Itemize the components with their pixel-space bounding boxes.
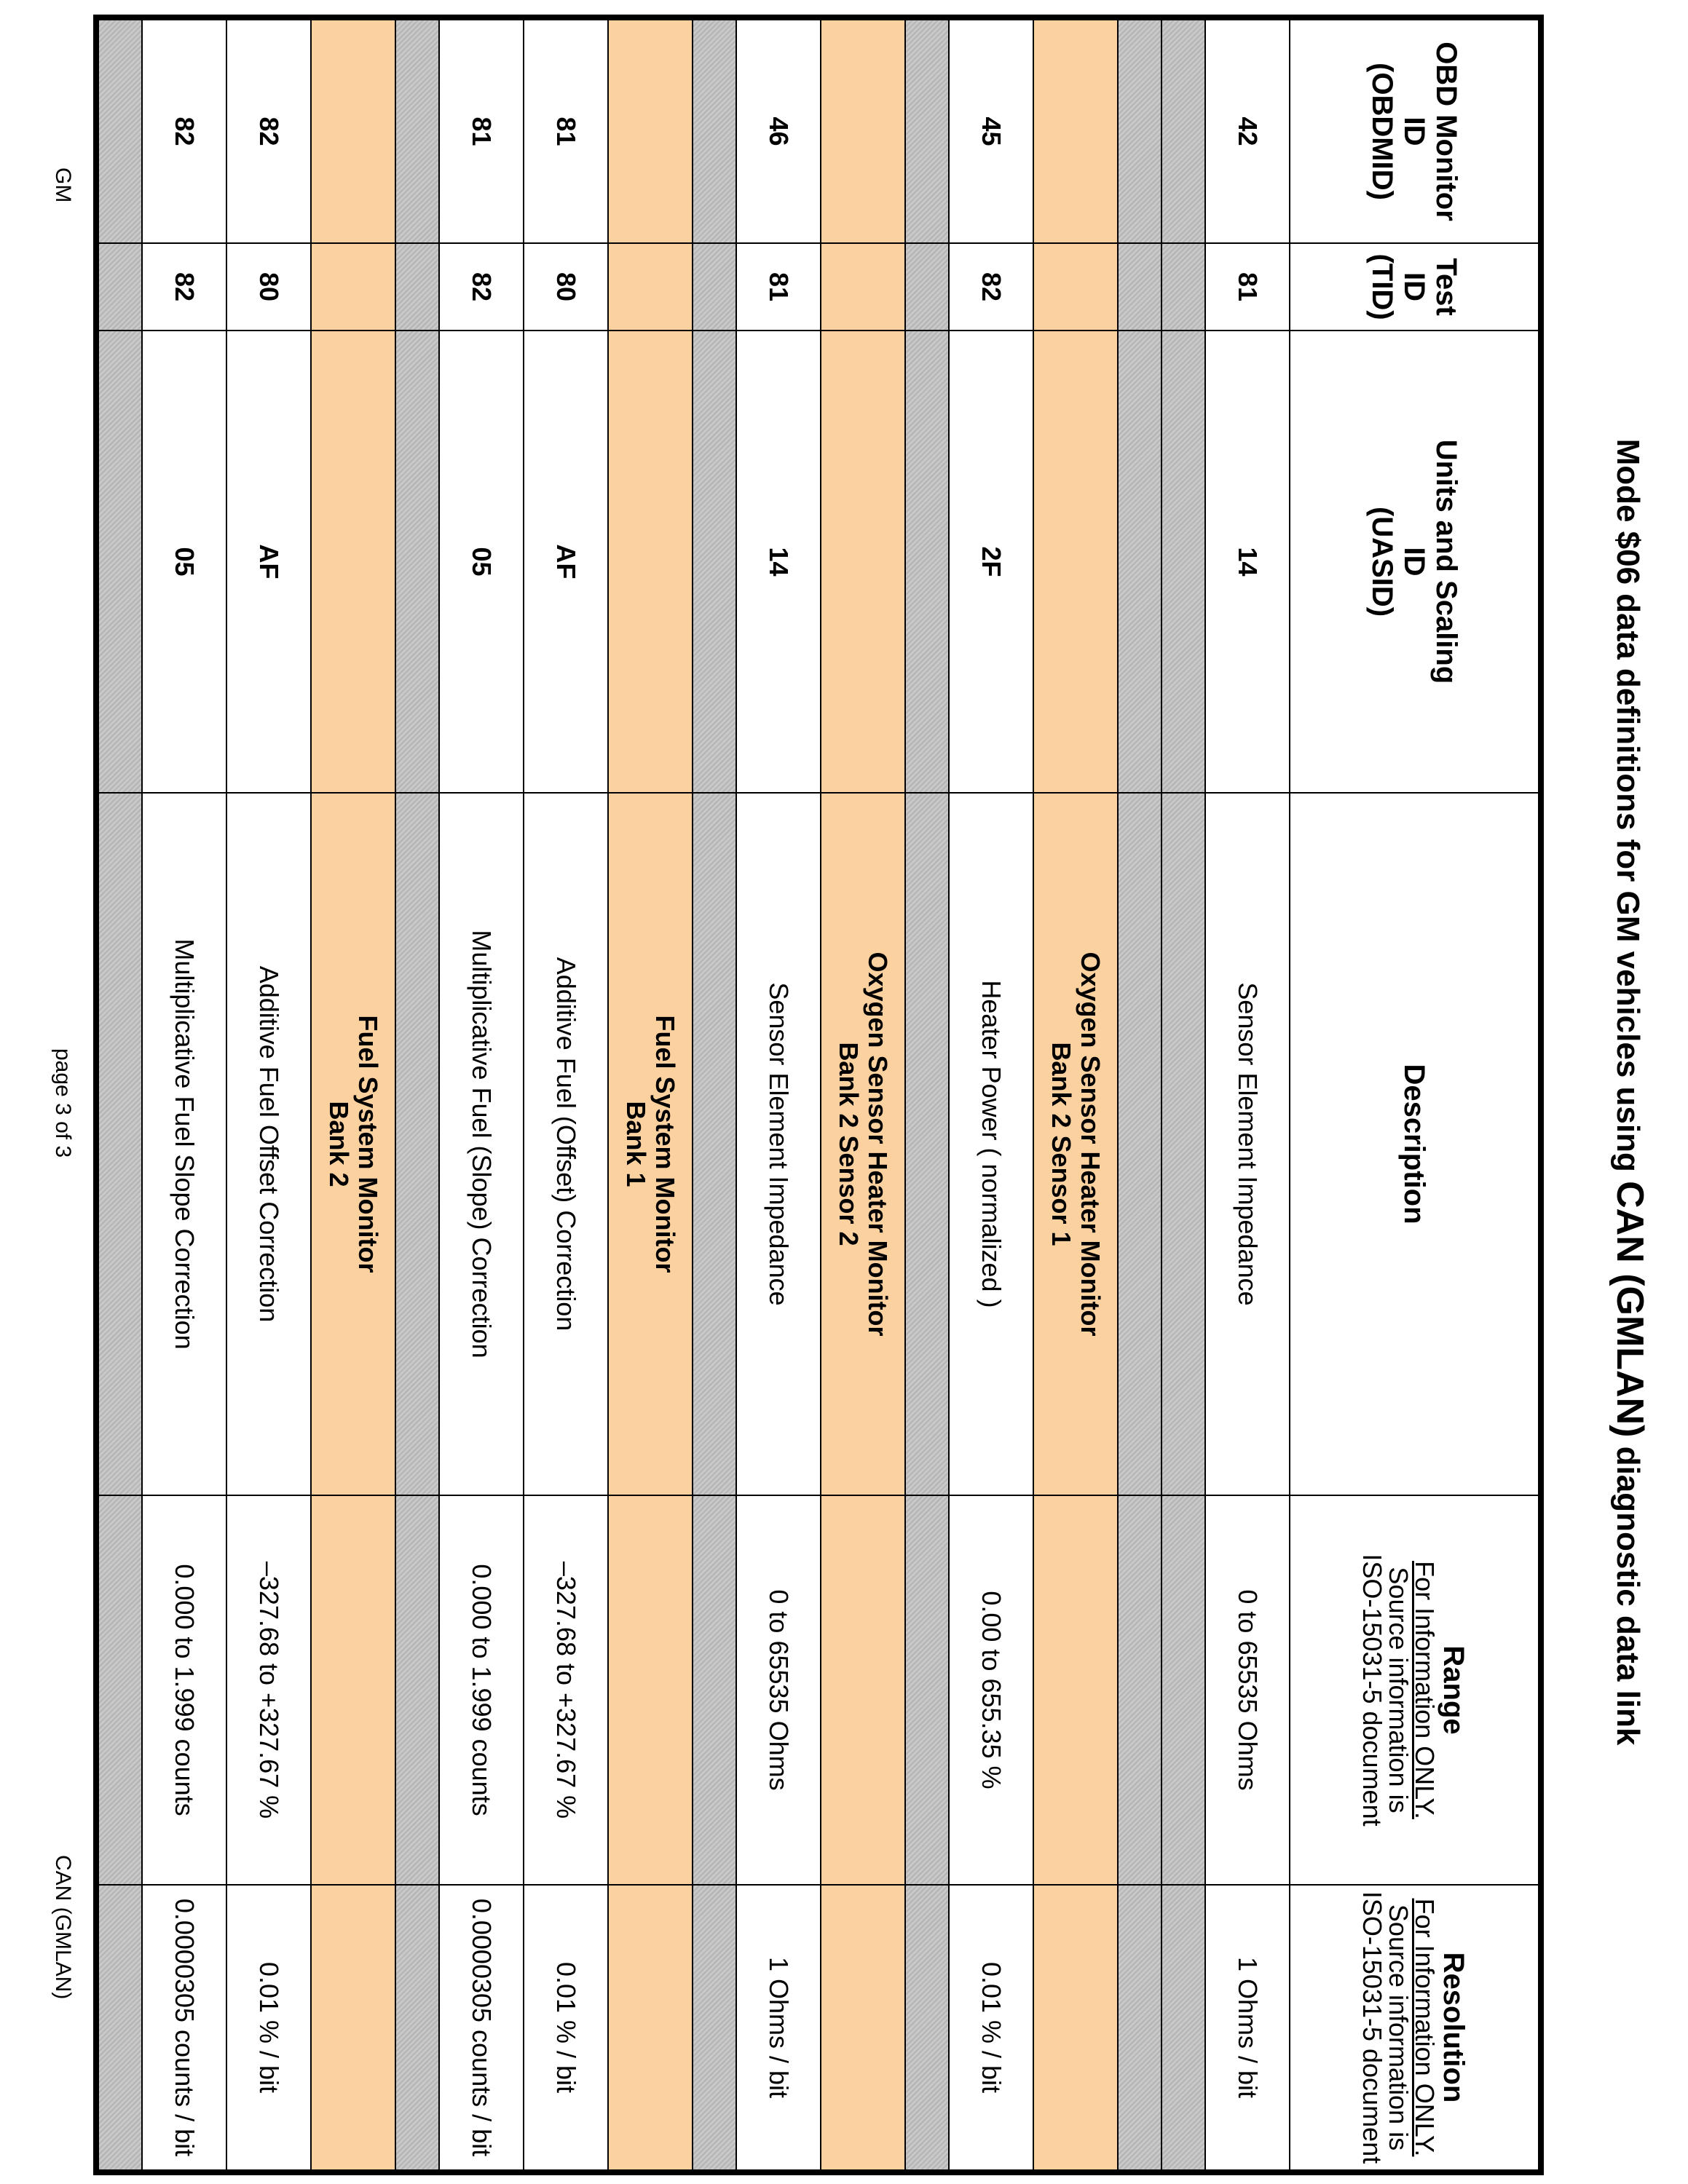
cell-uasid: 2F [949, 331, 1033, 793]
table-row [1205, 17, 1290, 2172]
header-uasid-line3: (UASID) [1366, 506, 1398, 617]
header-range-label: Range [1437, 1645, 1470, 1735]
section-title-line2: Bank 2 Sensor 2 [834, 1042, 864, 1246]
cell-obdmid: 82 [226, 17, 311, 243]
section-title-line1: Oxygen Sensor Heater Monitor [1076, 951, 1105, 1337]
section-row [311, 17, 395, 2172]
cell-tid: 81 [1205, 243, 1290, 331]
cell-tid: 81 [736, 243, 821, 331]
title-text-1: Mode $06 data definitions for GM vehicles using [1610, 438, 1646, 1182]
cell-obdmid: 42 [1205, 17, 1290, 243]
cell-range: 0 to 65535 Ohms [1205, 1495, 1290, 1885]
footer-page-number: page 3 of 3 [51, 1048, 75, 1158]
header-range-note1: For Information ONLY. [1410, 1561, 1440, 1819]
table-row [142, 17, 226, 2172]
section-row [821, 17, 905, 2172]
cell-description: Multiplicative Fuel (Slope) Correction [439, 793, 524, 1495]
header-tid [1290, 243, 1541, 331]
table-row [524, 17, 608, 2172]
section-title-line1: Fuel System Monitor [353, 1015, 383, 1273]
cell-uasid: AF [524, 331, 608, 793]
cell-resolution: 1 Ohms / bit [736, 1885, 821, 2172]
cell-description: Additive Fuel Offset Correction [226, 793, 311, 1495]
cell-obdmid: 81 [439, 17, 524, 243]
cell-tid: 82 [949, 243, 1033, 331]
cell-resolution: 0.01 % / bit [226, 1885, 311, 2172]
header-obdmid-line1: OBD Monitor [1430, 41, 1462, 221]
table-row [949, 17, 1033, 2172]
header-range-note3: ISO-15031-5 document [1357, 1554, 1387, 1827]
section-title [608, 793, 693, 1495]
header-range-note2: Source information is [1384, 1567, 1413, 1813]
title-text-3: diagnostic data link [1610, 1437, 1646, 1746]
table-row [439, 17, 524, 2172]
cell-tid: 82 [439, 243, 524, 331]
cell-resolution: 0.01 % / bit [949, 1885, 1033, 2172]
header-obdmid [1290, 17, 1541, 243]
header-resolution-label: Resolution [1437, 1952, 1470, 2103]
header-description-label: Description [1398, 1064, 1430, 1224]
cell-uasid: 14 [736, 331, 821, 793]
section-title-line2: Bank 1 [621, 1101, 651, 1187]
header-obdmid-line3: (OBDMID) [1366, 63, 1398, 200]
cell-description: Heater Power ( normalized ) [949, 793, 1033, 1495]
cell-description: Sensor Element Impedance [736, 793, 821, 1495]
header-description [1290, 793, 1541, 1495]
table-row [736, 17, 821, 2172]
cell-obdmid: 82 [142, 17, 226, 243]
cell-resolution: 1 Ohms / bit [1205, 1885, 1290, 2172]
mode06-definitions-table [93, 15, 1544, 2175]
section-row [608, 17, 693, 2172]
header-tid-line1: Test [1430, 258, 1462, 316]
cell-range: 0 to 65535 Ohms [736, 1495, 821, 1885]
cell-tid: 80 [226, 243, 311, 331]
footer-right: CAN (GMLAN) [51, 1855, 75, 2000]
spacer-row [96, 17, 142, 2172]
cell-obdmid: 45 [949, 17, 1033, 243]
cell-obdmid: 81 [524, 17, 608, 243]
cell-uasid: 05 [439, 331, 524, 793]
cell-range: –327.68 to +327.67 % [226, 1495, 311, 1885]
cell-range: 0.000 to 1.999 counts [439, 1495, 524, 1885]
spacer-row [395, 17, 439, 2172]
spacer-row [905, 17, 949, 2172]
header-resolution-note2: Source information is [1384, 1904, 1413, 2151]
header-resolution [1290, 1885, 1541, 2172]
cell-resolution: 0.0000305 counts / bit [142, 1885, 226, 2172]
header-uasid [1290, 331, 1541, 793]
cell-uasid: AF [226, 331, 311, 793]
section-title-line2: Bank 2 [324, 1101, 354, 1187]
header-obdmid-line2: ID [1398, 116, 1430, 146]
spacer-row [1162, 17, 1205, 2172]
cell-description: Multiplicative Fuel Slope Correction [142, 793, 226, 1495]
cell-uasid: 14 [1205, 331, 1290, 793]
section-title-line2: Bank 2 Sensor 1 [1046, 1042, 1076, 1246]
cell-tid: 80 [524, 243, 608, 331]
cell-obdmid: 46 [736, 17, 821, 243]
header-range [1290, 1495, 1541, 1885]
title-text-2: CAN (GMLAN) [1609, 1181, 1651, 1438]
header-tid-line3: (TID) [1366, 253, 1398, 320]
header-uasid-line2: ID [1398, 547, 1430, 577]
page-title [1608, 0, 1652, 2184]
footer-left: GM [51, 167, 75, 203]
header-tid-line2: ID [1398, 272, 1430, 301]
table-row [226, 17, 311, 2172]
section-row [1033, 17, 1118, 2172]
table-header-row [1290, 17, 1541, 2172]
cell-range: 0.00 to 655.35 % [949, 1495, 1033, 1885]
spacer-row [693, 17, 736, 2172]
section-title [1033, 793, 1118, 1495]
header-resolution-note3: ISO-15031-5 document [1357, 1891, 1387, 2164]
cell-description: Additive Fuel (Offset) Correction [524, 793, 608, 1495]
header-resolution-note1: For Information ONLY. [1410, 1898, 1440, 2157]
section-title-line1: Fuel System Monitor [650, 1015, 680, 1273]
cell-description: Sensor Element Impedance [1205, 793, 1290, 1495]
cell-resolution: 0.01 % / bit [524, 1885, 608, 2172]
header-uasid-line1: Units and Scaling [1430, 439, 1462, 684]
cell-range: 0.000 to 1.999 counts [142, 1495, 226, 1885]
section-title [821, 793, 905, 1495]
section-title-line1: Oxygen Sensor Heater Monitor [863, 951, 893, 1337]
cell-resolution: 0.0000305 counts / bit [439, 1885, 524, 2172]
section-title [311, 793, 395, 1495]
cell-range: –327.68 to +327.67 % [524, 1495, 608, 1885]
spacer-row [1118, 17, 1162, 2172]
cell-uasid: 05 [142, 331, 226, 793]
cell-tid: 82 [142, 243, 226, 331]
